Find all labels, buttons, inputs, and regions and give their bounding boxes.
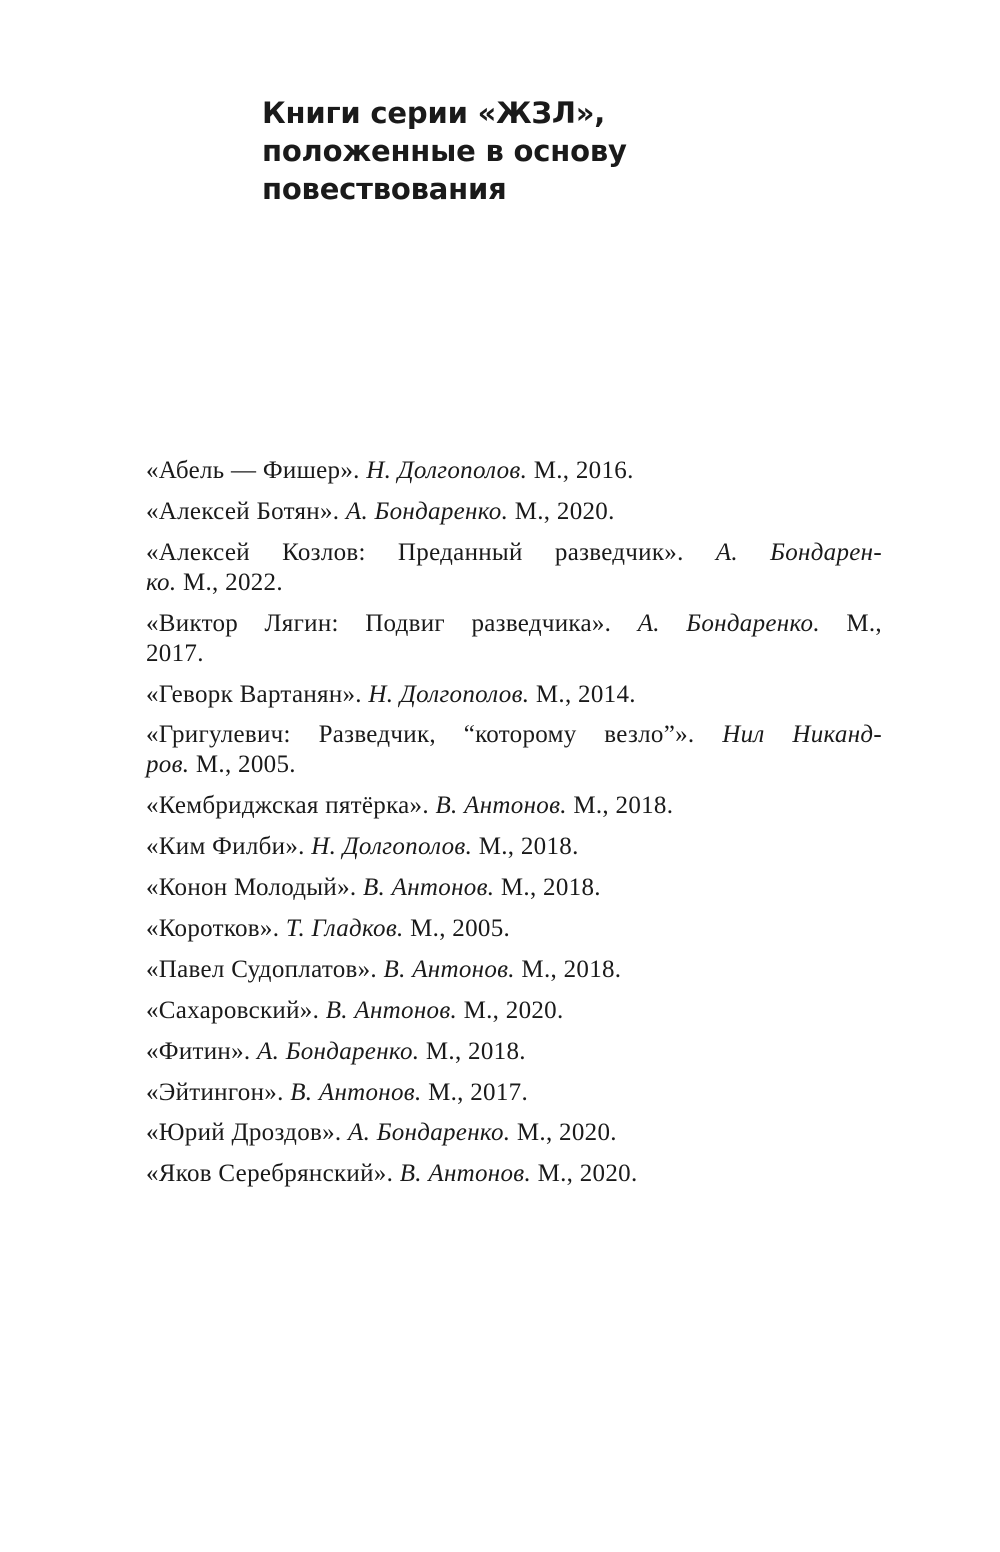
book-title: «Алексей Ботян». — [146, 497, 340, 525]
book-author: А. Бондаренко. — [637, 609, 820, 637]
book-author: А. Бондаренко. — [257, 1037, 420, 1065]
book-line — [146, 568, 882, 598]
book-title: «Павел Судоплатов». — [146, 955, 377, 983]
book-line — [146, 1118, 882, 1148]
book-author: В. Антонов. — [362, 874, 495, 902]
book-title: «Фитин». — [146, 1037, 251, 1065]
book-author: Н. Долгополов. — [366, 457, 528, 484]
book-title: «Эйтингон». — [146, 1078, 284, 1106]
book-publisher: М., 2020. — [537, 1160, 638, 1188]
book-publisher: М., 2016. — [533, 457, 634, 484]
book-author: А. Бондаренко. — [345, 497, 509, 525]
book-author: Нил Никанд- — [722, 721, 882, 749]
book-author: А. Бондаренко. — [348, 1119, 511, 1147]
book-publisher: М., 2022. — [182, 568, 283, 596]
book-line — [146, 456, 882, 486]
book-title: «Конон Молодый». — [146, 874, 357, 902]
book-entry — [146, 456, 882, 486]
book-line — [146, 538, 882, 568]
book-publisher: М., 2005. — [195, 751, 296, 779]
book-author: В. Антонов. — [383, 955, 515, 983]
book-publisher: М., — [846, 609, 882, 637]
book-line — [146, 1078, 882, 1108]
book-publisher: М., 2014. — [535, 680, 636, 708]
book-line — [146, 832, 882, 862]
book-publisher: М., 2005. — [410, 915, 511, 943]
book-entry — [146, 720, 882, 780]
book-publisher: М., 2020. — [514, 497, 615, 525]
book-line — [146, 750, 882, 780]
book-author: Т. Гладков. — [285, 915, 404, 943]
book-line — [146, 609, 882, 639]
book-entry — [146, 1159, 882, 1189]
book-entry — [146, 1118, 882, 1148]
book-title: «Коротков». — [146, 915, 280, 943]
book-title: «Геворк Вартанян». — [146, 680, 362, 708]
book-entry — [146, 914, 882, 944]
book-author: В. Антонов. — [399, 1160, 532, 1188]
book-line — [146, 639, 882, 669]
book-author: Н. Долгополов. — [368, 680, 530, 708]
book-line — [146, 914, 882, 944]
page-title-line: положенные в основу — [262, 134, 627, 168]
book-entry — [146, 1078, 882, 1108]
book-entry — [146, 497, 882, 527]
book-entry — [146, 955, 882, 985]
book-author: Н. Долгополов. — [311, 833, 473, 861]
book-entry — [146, 609, 882, 669]
page-title-line: повествования — [262, 172, 507, 206]
book-title: «Виктор Лягин: Подвиг разведчика». — [146, 609, 612, 637]
book-publisher: М., 2018. — [425, 1037, 526, 1065]
book-title: «Алексей Козлов: Преданный разведчик». — [146, 538, 684, 566]
book-author: ко. — [146, 568, 177, 596]
book-entry — [146, 791, 882, 821]
book-line — [146, 955, 882, 985]
book-line — [146, 1159, 882, 1189]
book-line — [146, 996, 882, 1026]
book-title: «Сахаровский». — [146, 996, 320, 1024]
book-title: «Яков Серебрянский». — [146, 1160, 394, 1188]
book-title: «Кембриджская пятёрка». — [146, 792, 429, 820]
book-line — [146, 497, 882, 527]
book-entry — [146, 538, 882, 598]
book-line — [146, 791, 882, 821]
book-publisher: М., 2018. — [500, 874, 601, 902]
book-author: В. Антонов. — [435, 792, 567, 820]
book-publisher: М., 2017. — [428, 1078, 529, 1106]
book-entry — [146, 1037, 882, 1067]
book-publisher: М., 2018. — [521, 955, 622, 983]
book-entry — [146, 832, 882, 862]
book-author: В. Антонов. — [290, 1078, 422, 1106]
book-line — [146, 873, 882, 903]
book-title: «Абель — Фишер». — [146, 457, 360, 484]
book-publisher: 2017. — [146, 639, 204, 667]
book-entry — [146, 873, 882, 903]
book-publisher: М., 2020. — [463, 996, 564, 1024]
book-line — [146, 1037, 882, 1067]
book-title: «Юрий Дроздов». — [146, 1119, 342, 1147]
book-entry — [146, 680, 882, 710]
book-list — [146, 456, 882, 1200]
book-title: «Григулевич: Разведчик, “которому везло”». — [146, 721, 695, 749]
book-title: «Ким Филби». — [146, 833, 305, 861]
book-author: В. Антонов. — [325, 996, 458, 1024]
book-entry — [146, 996, 882, 1026]
page-title — [262, 94, 822, 208]
book-publisher: М., 2020. — [516, 1119, 617, 1147]
book-publisher: М., 2018. — [478, 833, 579, 861]
book-publisher: М., 2018. — [573, 792, 674, 820]
book-line — [146, 680, 882, 710]
book-line — [146, 720, 882, 750]
book-author: А. Бондарен- — [715, 538, 882, 566]
page-title-line: Книги серии «ЖЗЛ», — [262, 96, 606, 130]
book-author: ров. — [146, 751, 190, 779]
